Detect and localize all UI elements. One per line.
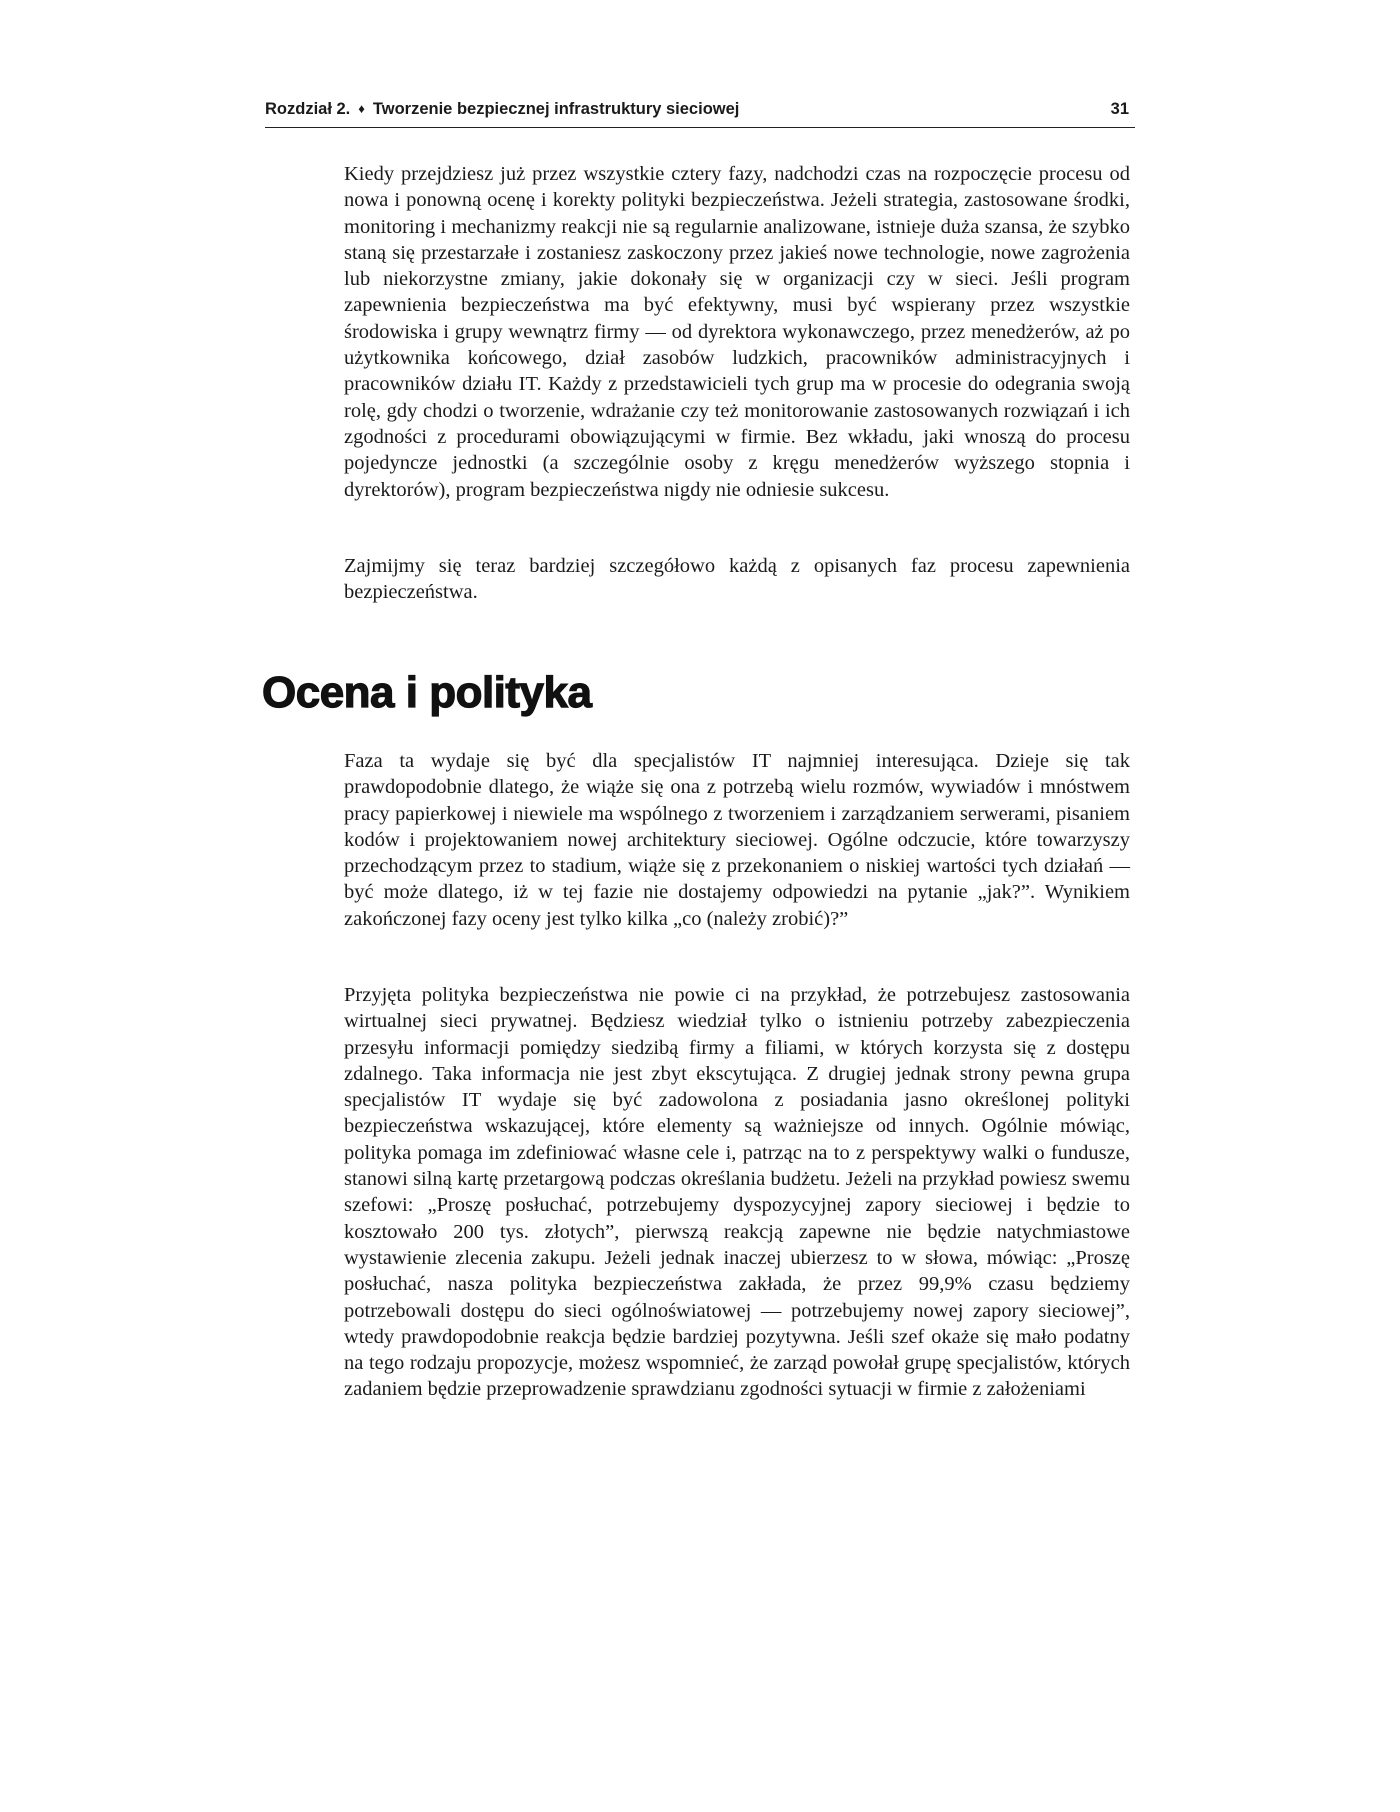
chapter-title: Tworzenie bezpiecznej infrastruktury sieciowej [372, 100, 740, 118]
body-paragraph: Przyjęta polityka bezpieczeństwa nie powie ci na przykład, że potrzebujesz zastosowania wirtualnej sieci prywatnej. Będziesz wiedział tylko o istnieniu potrzeby zabezpieczenia przesyłu informacji pomiędzy siedzibą firmy a filiami, w których korzysta się z dostępu zdalnego. Taka informacja nie jest zbyt ekscytująca. Z drugiej jednak strony pewna grupa specjalistów IT wydaje się być zadowolona z posiadania jasno określonej polityki bezpieczeństwa wskazującej, które elementy są ważniejsze od innych. Ogólnie mówiąc, polityka pomaga im zdefiniować własne cele i, patrząc na to z perspektywy walki o fundusze, stanowi silną kartę przetargową podczas określania budżetu. Jeżeli na przykład powiesz swemu szefowi: „Proszę posłuchać, potrzebujemy dyspozycyjnej zapory sieciowej i będzie to kosztowało 200 tys. złotych”, pierwszą reakcją zapewne nie będzie natychmiastowe wystawienie zlecenia zakupu. Jeżeli jednak inaczej ubierzesz to w słowa, mówiąc: „Proszę posłuchać, nasza polityka bezpieczeństwa zakłada, że przez 99,9% czasu będziemy potrzebowali dostępu do sieci ogólnoświatowej — potrzebujemy nowej zapory sieciowej”, wtedy prawdopodobnie reakcja będzie bardziej pozytywna. Jeśli szef okaże się mało podatny na tego rodzaju propozycje, możesz wspomnieć, że zarząd powołał grupę specjalistów, których zadaniem będzie przeprowadzenie sprawdzianu zgodności sytuacji w firmie z założeniami [344, 984, 1130, 1401]
section-heading: Ocena i polityka [262, 668, 592, 717]
page-number: 31 [1110, 100, 1129, 118]
body-paragraph: Zajmijmy się teraz bardziej szczegółowo każdą z opisanych faz procesu zapewnienia bezpieczeństwa. [344, 555, 1130, 604]
diamond-separator-icon: ♦ [358, 101, 365, 116]
chapter-label: Rozdział 2. [265, 100, 351, 118]
body-paragraph: Faza ta wydaje się być dla specjalistów IT najmniej interesująca. Dzieje się tak prawdopodobnie dlatego, że wiąże się ona z potrzebą wielu rozmów, wywiadów i mnóstwem pracy papierkowej i niewiele ma wspólnego z tworzeniem i zarządzaniem serwerami, pisaniem kodów i projektowaniem nowej architektury sieciowej. Ogólne odczucie, które towarzyszy przechodzącym przez to stadium, wiąże się z przekonaniem o niskiej wartości tych działań — być może dlatego, iż w tej fazie nie dostajemy odpowiedzi na pytanie „jak?”. Wynikiem zakończonej fazy oceny jest tylko kilka „co (należy zrobić)?” [344, 750, 1130, 930]
chapter-heading [265, 97, 739, 121]
body-paragraph: Kiedy przejdziesz już przez wszystkie cztery fazy, nadchodzi czas na rozpoczęcie procesu od nowa i ponowną ocenę i korekty polityki bezpieczeństwa. Jeżeli strategia, zastosowane środki, monitoring i mechanizmy reakcji nie są regularnie analizowane, istnieje duża szansa, że szybko staną się przestarzałe i zostaniesz zaskoczony przez jakieś nowe technologie, nowe zagrożenia lub niekorzystne zmiany, jakie dokonały się w organizacji czy w sieci. Jeśli program zapewnienia bezpieczeństwa ma być efektywny, musi być wspierany przez wszystkie środowiska i grupy wewnątrz firmy — od dyrektora wykonawczego, przez menedżerów, aż po użytkownika końcowego, dział zasobów ludzkich, pracowników administracyjnych i pracowników działu IT. Każdy z przedstawicieli tych grup ma w procesie do odegrania swoją rolę, gdy chodzi o tworzenie, wdrażanie czy też monitorowanie zastosowanych rozwiązań i ich zgodności z procedurami obowiązującymi w firmie. Bez wkładu, jaki wnoszą do procesu pojedyncze jednostki (a szczególnie osoby z kręgu menedżerów wyższego stopnia i dyrektorów), program bezpieczeństwa nigdy nie odniesie sukcesu. [344, 163, 1130, 501]
running-header [265, 97, 1135, 128]
